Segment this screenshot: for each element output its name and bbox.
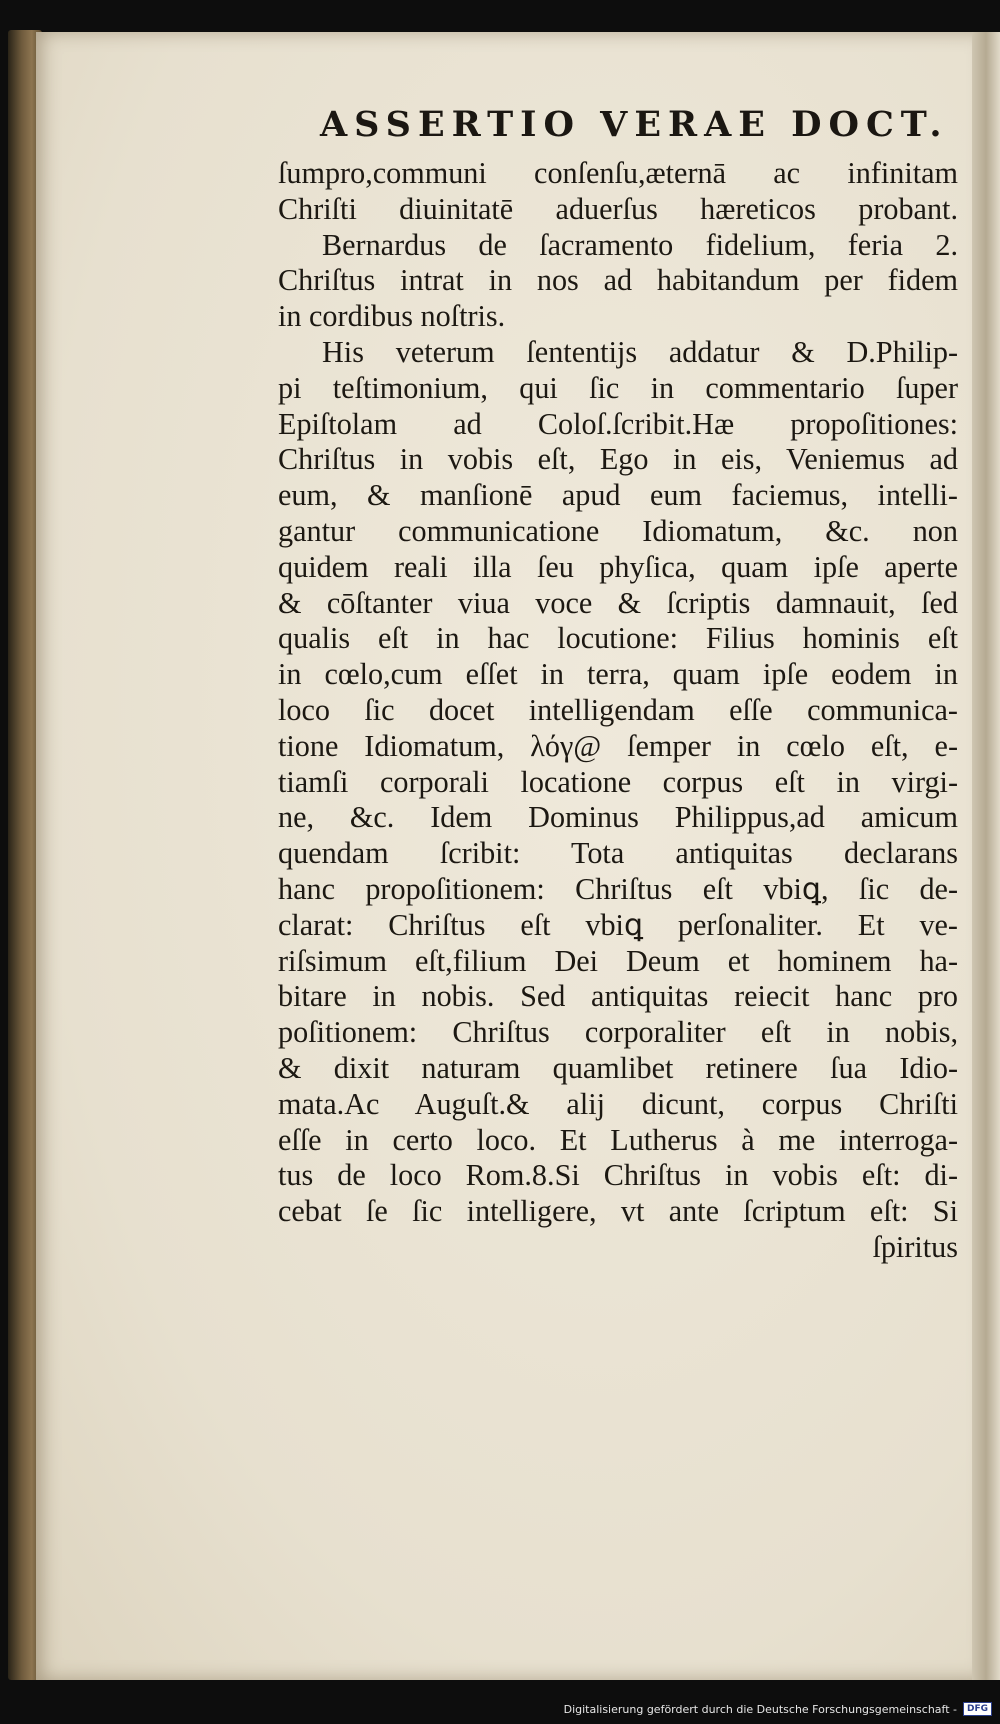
text-line: His veterum ſententijs addatur & D.Philip- bbox=[322, 334, 958, 369]
footer-text: Digitalisierung gefördert durch die Deutsche Forschungsgemeinschaft - bbox=[563, 1702, 957, 1716]
text-line: mata.Ac Auguſt.& alij dicunt, corpus Chriſti bbox=[278, 1086, 958, 1121]
text-line: in cœlo,cum eſſet in terra, quam ipſe eodem in bbox=[278, 657, 958, 692]
text-line: Bernardus de ſacramento fidelium, feria 2. bbox=[322, 227, 958, 262]
body-text bbox=[278, 156, 958, 1266]
text-line: hanc propoſitionem: Chriſtus eſt vbiꝗ, ſic de- bbox=[278, 871, 958, 906]
text-line: Chriſti diuinitatē aduerſus hæreticos probant. bbox=[278, 191, 958, 226]
catchword: ſpiritus bbox=[872, 1229, 958, 1264]
text-line: in cordibus noſtris. bbox=[278, 299, 506, 334]
text-line: tus de loco Rom.8.Si Chriſtus in vobis eſt: di- bbox=[278, 1158, 958, 1193]
text-line: eum, & manſionē apud eum faciemus, intelli- bbox=[278, 478, 958, 513]
text-line: eſſe in certo loco. Et Lutherus à me interroga- bbox=[278, 1122, 958, 1157]
text-line: qualis eſt in hac locutione: Filius hominis eſt bbox=[278, 621, 958, 656]
running-head: ASSERTIO VERAE DOCT. bbox=[320, 104, 949, 145]
text-line: cebat ſe ſic intelligere, vt ante ſcriptum eſt: Si bbox=[278, 1194, 958, 1229]
text-line: tiamſi corporali locatione corpus eſt in virgi- bbox=[278, 764, 958, 799]
text-line: Epiſtolam ad Coloſ.ſcribit.Hæ propoſitiones: bbox=[278, 406, 958, 441]
text-line: pi teſtimonium, qui ſic in commentario ſuper bbox=[278, 370, 958, 405]
text-line: riſsimum eſt,filium Dei Deum et hominem ha- bbox=[278, 943, 958, 978]
text-line: & dixit naturam quamlibet retinere ſua Idio- bbox=[278, 1050, 958, 1085]
dfg-logo: DFG bbox=[963, 1702, 992, 1716]
text-line: Chriſtus in vobis eſt, Ego in eis, Veniemus ad bbox=[278, 442, 958, 477]
text-line: loco ſic docet intelligendam eſſe communica- bbox=[278, 692, 958, 727]
text-line: ne, &c. Idem Dominus Philippus,ad amicum bbox=[278, 800, 958, 835]
text-line: Chriſtus intrat in nos ad habitandum per fidem bbox=[278, 263, 958, 298]
text-line: poſitionem: Chriſtus corporaliter eſt in nobis, bbox=[278, 1015, 958, 1050]
text-line: ſumpro,communi conſenſu,æternā ac infinitam bbox=[278, 156, 958, 190]
text-line: quidem reali illa ſeu phyſica, quam ipſe aperte bbox=[278, 549, 958, 584]
page-right-edge bbox=[972, 32, 1000, 1680]
text-line: gantur communicatione Idiomatum, &c. non bbox=[278, 513, 958, 548]
text-line: tione Idiomatum, λόγ@ ſemper in cœlo eſt, e- bbox=[278, 728, 958, 763]
text-line: bitare in nobis. Sed antiquitas reiecit hanc pro bbox=[278, 979, 958, 1014]
text-line: clarat: Chriſtus eſt vbiꝗ perſonaliter. Et ve- bbox=[278, 907, 958, 942]
text-line: & cōſtanter viua voce & ſcriptis damnauit, ſed bbox=[278, 585, 958, 620]
text-line: quendam ſcribit: Tota antiquitas declarans bbox=[278, 836, 958, 871]
digitization-footer bbox=[564, 1702, 992, 1716]
